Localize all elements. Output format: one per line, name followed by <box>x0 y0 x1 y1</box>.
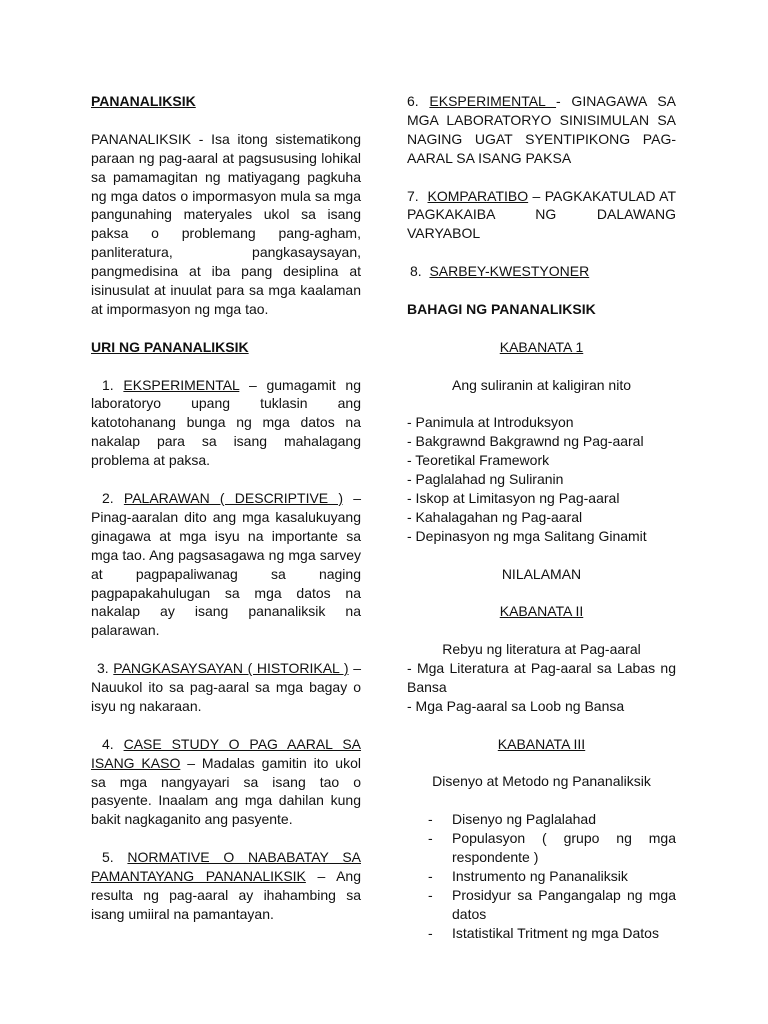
intro-paragraph <box>91 130 361 319</box>
left-column <box>91 92 361 924</box>
chapter-2-title: KABANATA II <box>499 603 584 620</box>
type-item-3 <box>91 659 361 716</box>
type-term: PALARAWAN ( DESCRIPTIVE ) <box>123 489 343 506</box>
list-item <box>428 810 676 829</box>
list-item-text: Instrumento ng Pananaliksik <box>452 867 628 884</box>
type-number: 6. <box>407 93 419 109</box>
type-number: 4. <box>102 735 114 752</box>
type-item-1 <box>91 376 361 471</box>
intro-text: - Isa itong sistematikong paraan ng pag-aaral at pagsususing lohikal sa pamamagitan ng matiyagang pagkuha ng mga datos o impormasyon mula sa mga pangunahing materyales ukol sa isang paksa o problemang pang-agham, panliteratura, pangkasaysayan, pangmedisina at iba pang desiplina at isinusulat at inuulat para sa mga kaalaman at impormasyon ng mga tao. <box>91 130 361 317</box>
type-item-8 <box>407 262 676 281</box>
type-term: PANGKASAYSAYAN ( HISTORIKAL ) <box>113 660 349 677</box>
right-column <box>407 92 676 943</box>
list-item <box>428 886 676 924</box>
type-desc: – Madalas gamitin ito ukol sa mga nangyayari sa isang tao o pasyente. Inaalam ang mga dahilan kung bakit nagkaganito ang pasyente. <box>91 754 361 828</box>
type-number: 3. <box>97 660 109 677</box>
dash-marker: - <box>428 867 433 884</box>
dash-marker: - <box>428 830 433 847</box>
type-item-6 <box>407 92 676 168</box>
list-item: - Teoretikal Framework <box>407 452 550 469</box>
type-desc: - GINAGAWA SA MGA LABORATORYO SINISIMULAN SA NAGING UGAT SYENTIPIKONG PAG-AARAL SA ISANG PAKSA <box>407 93 677 166</box>
chapter-3-title: KABANATA III <box>497 735 586 752</box>
type-term: NORMATIVE O NABABATAY SA PAMANTAYANG PANANALIKSIK <box>91 849 361 885</box>
dash-marker: - <box>428 924 433 941</box>
list-item: - Paglalahad ng Suliranin <box>407 471 564 488</box>
chapter-2-subtitle: Rebyu ng literatura at Pag-aaral <box>442 641 641 658</box>
type-term: EKSPERIMENTAL <box>123 376 240 393</box>
types-heading: URI NG PANANALIKSIK <box>91 338 249 355</box>
list-item-text: Istatistikal Tritment ng mga Datos <box>452 924 659 941</box>
type-item-2 <box>91 489 361 640</box>
type-desc: – Nauukol ito sa pag-aaral sa mga bagay o isyu ng nakaraan. <box>91 660 361 714</box>
type-desc: – gumagamit ng laboratoryo upang tuklasin ang katotohanang bunga ng mga datos na nakalap para sa isang mahalagang problema at paksa. <box>91 376 361 469</box>
chapter-2-list <box>407 659 676 716</box>
type-term: EKSPERIMENTAL <box>429 93 557 109</box>
list-item-text: Populasyon ( grupo ng mga respondente ) <box>452 830 676 866</box>
dash-marker: - <box>428 811 433 828</box>
list-item-text: Prosidyur sa Pangangalap ng mga datos <box>452 886 676 922</box>
type-item-5 <box>91 848 361 924</box>
list-item <box>428 924 676 943</box>
type-item-7 <box>407 187 676 244</box>
list-item <box>428 829 676 867</box>
chapter-1-list <box>407 413 676 545</box>
type-number: 7. <box>407 187 419 204</box>
list-item-text: Disenyo ng Paglalahad <box>452 811 596 828</box>
chapter-1-subtitle: Ang suliranin at kaligiran nito <box>452 376 631 393</box>
list-item: - Mga Literatura at Pag-aaral sa Labas ng Bansa <box>407 660 676 695</box>
intro-term: PANANALIKSIK <box>91 130 192 147</box>
type-term: CASE STUDY O PAG AARAL SA ISANG KASO <box>91 735 362 771</box>
chapter-1-title: KABANATA 1 <box>499 338 584 355</box>
list-item: - Panimula at Introduksyon <box>407 414 574 431</box>
type-desc: – Ang resulta ng pag-aaral ay ihahambing sa isang umiiral na pamantayan. <box>91 868 362 922</box>
list-item <box>428 867 676 886</box>
main-heading: PANANALIKSIK <box>91 93 196 109</box>
type-term: KOMPARATIBO <box>427 187 529 204</box>
list-item: - Bakgrawnd Bakgrawnd ng Pag-aaral <box>407 433 644 450</box>
type-number: 5. <box>102 849 114 866</box>
type-number: 1. <box>102 376 114 393</box>
chapter-3-subtitle: Disenyo at Metodo ng Pananaliksik <box>432 773 651 790</box>
type-desc: – PAGKAKATULAD AT PAGKAKAIBA NG DALAWANG VARYABOL <box>407 187 676 242</box>
chapter-3-list <box>407 810 676 942</box>
parts-heading: BAHAGI NG PANANALIKSIK <box>407 300 596 317</box>
list-item: - Mga Pag-aaral sa Loob ng Bansa <box>407 697 625 714</box>
type-number: 2. <box>102 489 114 506</box>
dash-marker: - <box>428 886 433 903</box>
list-item: - Depinasyon ng mga Salitang Ginamit <box>407 527 647 544</box>
type-desc: – Pinag-aaralan dito ang mga kasalukuyang ginagawa at mga isyu na importante sa mga tao. Ang pagsasagawa ng mga sarvey at pagpapaliwanag sa naging pagpapakahulugan sa mga datos na nakalap ay isang pananaliksik na palarawan. <box>91 489 361 639</box>
nilalaman-heading: NILALAMAN <box>501 565 582 582</box>
list-item: - Iskop at Limitasyon ng Pag-aaral <box>407 489 620 506</box>
type-term: SARBEY-KWESTYONER <box>429 263 590 280</box>
type-number: 8. <box>410 263 422 280</box>
list-item: - Kahalagahan ng Pag-aaral <box>407 508 583 525</box>
type-item-4 <box>91 735 361 830</box>
